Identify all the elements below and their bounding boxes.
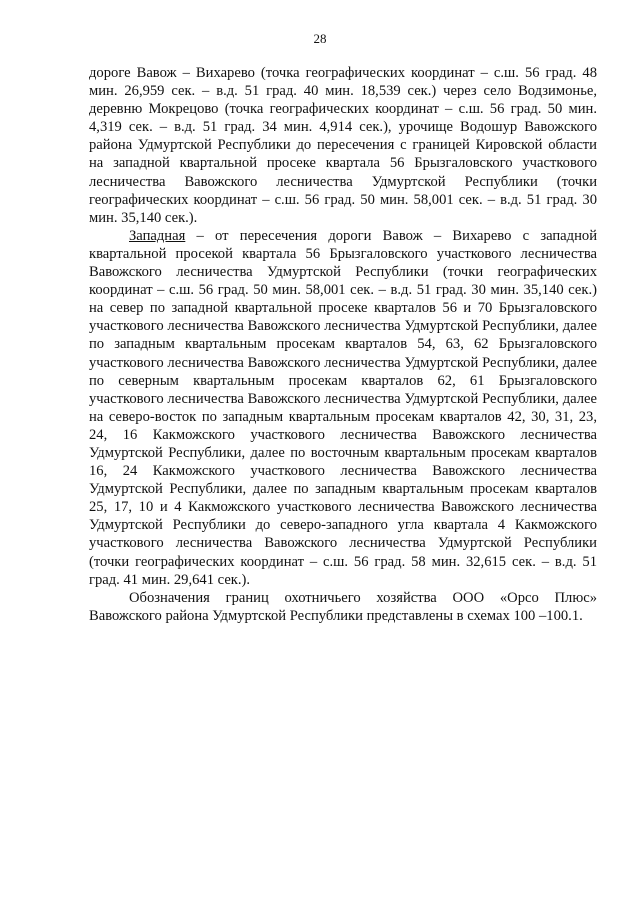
paragraph-east-boundary-continuation: дороге Вавож – Вихарево (точка географических координат – с.ш. 56 град. 48 мин. 26,959 сек. – в.д. 51 град. 40 мин. 18,539 сек.) через село Водзимонье, деревню Мокрецово (точка географических координат – с.ш. 56 град. 50 мин. 4,319 сек. – в.д. 51 град. 34 мин. 4,914 сек.), урочище Водошур Вавожского района Удмуртской Республики до пересечения с границей Кировской области на западной квартальной просеке квартала 56 Брызгаловского участкового лесничества Вавожского лесничества Удмуртской Республики (точки географических координат – с.ш. 56 град. 50 мин. 58,001 сек. – в.д. 51 град. 30 мин. 35,140 сек.). bbox=[89, 65, 597, 226]
section-heading-west: Западная bbox=[129, 227, 186, 244]
paragraph-boundary-schemes: Обозначения границ охотничьего хозяйства ООО «Орсо Плюс» Вавожского района Удмуртской Республики представлены в схемах 100 –100.1. bbox=[89, 589, 597, 624]
document-body bbox=[89, 64, 597, 625]
page-number: 28 bbox=[313, 31, 327, 46]
paragraph-west-boundary-text: – от пересечения дороги Вавож – Вихарево с западной квартальной просекой квартала 56 Брызгаловского участкового лесничества Вавожского лесничества Удмуртской Республики (точки географических координат – с.ш. 56 град. 50 мин. 58,001 сек. – в.д. 51 град. 30 мин. 35,140 сек.) на север по западной квартальной просеке кварталов 56 и 70 Брызгаловского участкового лесничества Вавожского лесничества Удмуртской Республики, далее по западным квартальным просекам кварталов 54, 63, 62 Брызгаловского участкового лесничества Вавожского лесничества Удмуртской Республики, далее по северным квартальным просекам кварталов 62, 61 Брызгаловского участкового лесничества Вавожского лесничества Удмуртской Республики, далее на северо-восток по западным квартальным просекам кварталов 42, 30, 31, 23, 24, 16 Какможского участкового лесничества Вавожского лесничества Удмуртской Республики, далее по восточным квартальным просекам кварталов 16, 24 Какможского участкового лесничества Вавожского лесничества Удмуртской Республики, далее по западным квартальным просекам кварталов 25, 17, 10 и 4 Какможского участкового лесничества Вавожского лесничества Удмуртской Республики до северо-западного угла квартала 4 Какможского участкового лесничества Вавожского лесничества Удмуртской Республики (точки географических координат – с.ш. 56 град. 58 мин. 32,615 сек. – в.д. 51 град. 41 мин. 29,641 сек.). bbox=[89, 227, 597, 588]
paragraph-west-boundary bbox=[89, 227, 597, 589]
